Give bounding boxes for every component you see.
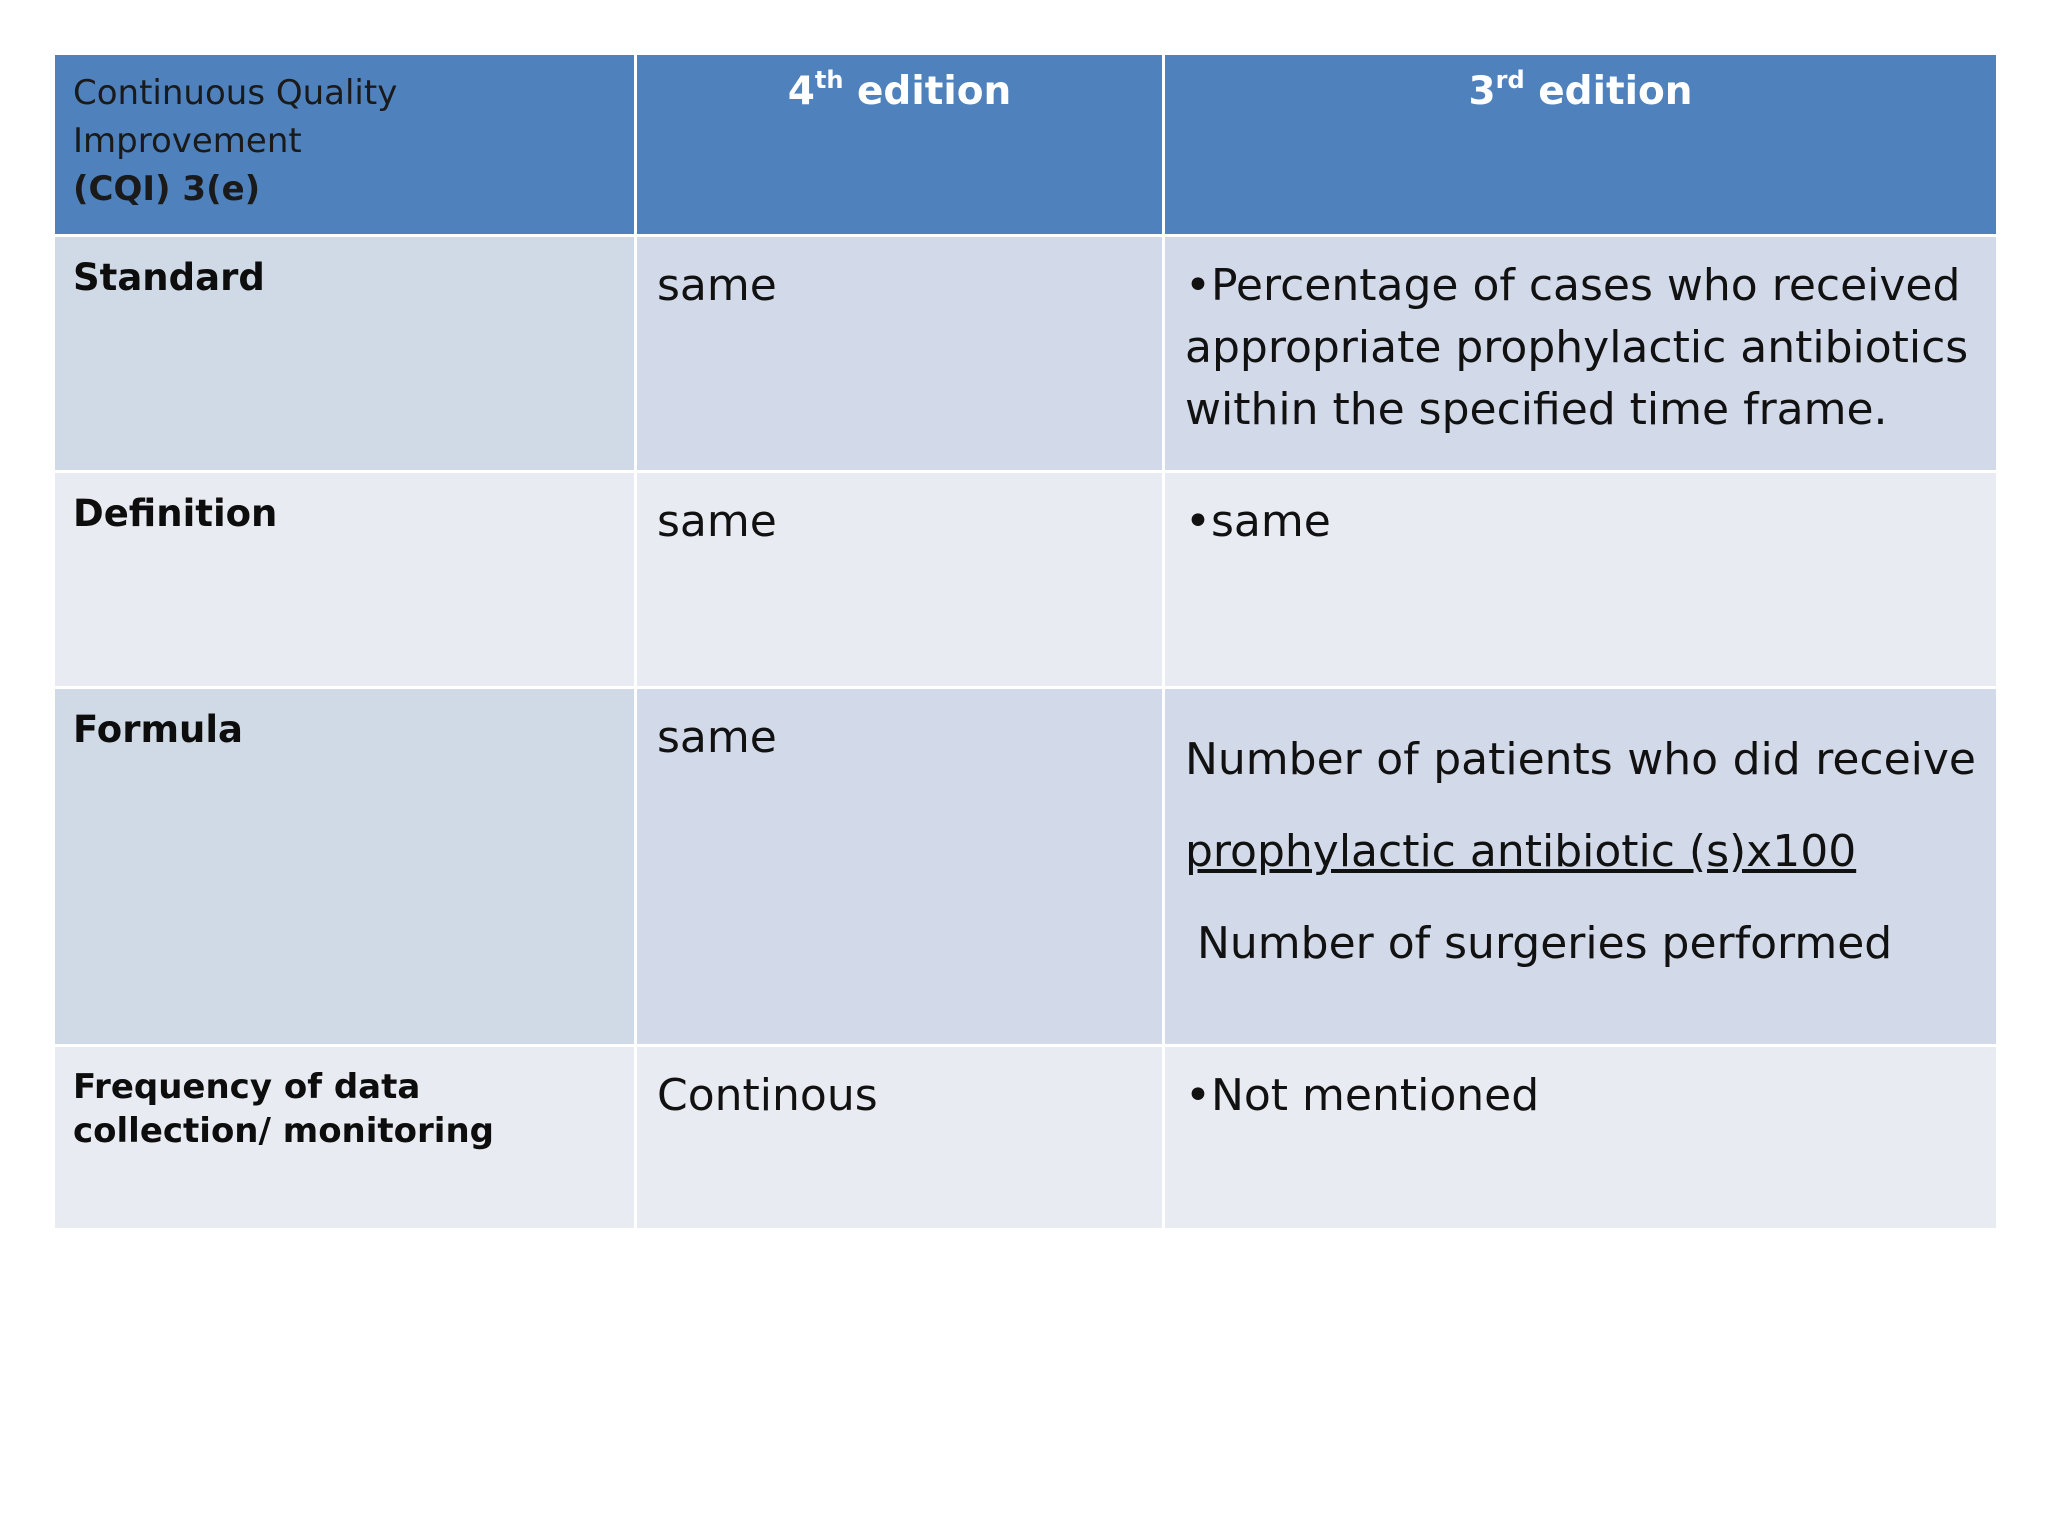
definition-label: Definition (54, 472, 636, 688)
formula-numerator-line1: Number of patients who did receive (1185, 734, 1976, 785)
table-header-row (54, 54, 1998, 236)
formula-3rd-value (1164, 688, 1998, 1046)
comparison-table (52, 52, 1999, 1231)
standard-3rd-value: •Percentage of cases who received appropriate prophylactic antibiotics within the specified time frame. (1164, 236, 1998, 472)
formula-4th-value: same (636, 688, 1164, 1046)
standard-label: Standard (54, 236, 636, 472)
header-topic-title: Continuous Quality Improvement (73, 73, 398, 161)
header-4th-suffix: th (814, 66, 844, 94)
header-3rd-label: edition (1524, 69, 1693, 114)
standard-4th-value: same (636, 236, 1164, 472)
header-3rd-suffix: rd (1495, 66, 1525, 94)
frequency-3rd-value: •Not mentioned (1164, 1046, 1998, 1230)
header-topic-code: (CQI) 3(e) (73, 169, 261, 209)
header-4th-edition (636, 54, 1164, 236)
header-topic-cell (54, 54, 636, 236)
table-row-frequency (54, 1046, 1998, 1230)
formula-label: Formula (54, 688, 636, 1046)
frequency-4th-value: Continous (636, 1046, 1164, 1230)
table-row-definition (54, 472, 1998, 688)
header-4th-number: 4 (787, 69, 815, 114)
header-3rd-edition (1164, 54, 1998, 236)
definition-4th-value: same (636, 472, 1164, 688)
formula-numerator-line2: prophylactic antibiotic (s)x100 (1185, 826, 1857, 877)
header-4th-label: edition (843, 69, 1012, 114)
frequency-label: Frequency of data collection/ monitoring (54, 1046, 636, 1230)
definition-3rd-value: •same (1164, 472, 1998, 688)
table-row-standard (54, 236, 1998, 472)
table-row-formula (54, 688, 1998, 1046)
header-3rd-number: 3 (1468, 69, 1496, 114)
formula-denominator: Number of surgeries performed (1197, 918, 1893, 969)
